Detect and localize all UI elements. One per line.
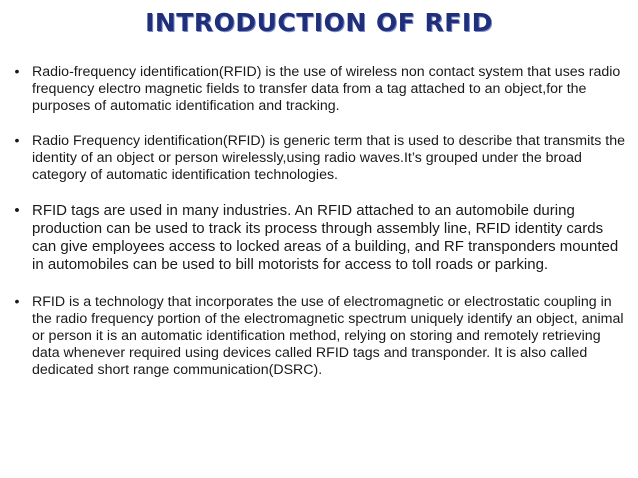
bullet-item [10,294,630,379]
bullet-text: RFID is a technology that incorporates the use of electromagnetic or electrostatic coupling in the radio frequency portion of the electromagnetic spectrum uniquely identify an object, animal or person it is an automatic identification method, relying on storing and remotely retrieving data whenever required using devices called RFID tags and transponder. It is also called dedicated short range communication(DSRC). [32,294,624,378]
bullet-list [10,64,630,397]
bullet-icon: • [14,294,20,310]
bullet-item [10,133,630,184]
bullet-text: Radio Frequency identification(RFID) is generic term that is used to describe that transmits the identity of an object or person wirelessly,using radio waves.It’s grouped under the broad category of automatic identification technologies. [32,133,625,183]
bullet-icon: • [14,133,20,149]
bullet-text: RFID tags are used in many industries. An RFID attached to an automobile during production can be used to track its process through assembly line, RFID identity cards can give employees access to locked areas of a building, and RF transponders mounted in automobiles can be used to bill motorists for access to toll roads or parking. [32,202,619,273]
slide-title: INTRODUCTION OF RFID [145,8,493,37]
bullet-icon: • [14,202,20,219]
bullet-text: Radio-frequency identification(RFID) is the use of wireless non contact system that uses radio frequency electro magnetic fields to transfer data from a tag attached to an object,for the purposes of automatic identification and tracking. [32,64,621,114]
bullet-icon: • [14,64,20,80]
bullet-item [10,64,630,115]
bullet-item [10,202,630,274]
